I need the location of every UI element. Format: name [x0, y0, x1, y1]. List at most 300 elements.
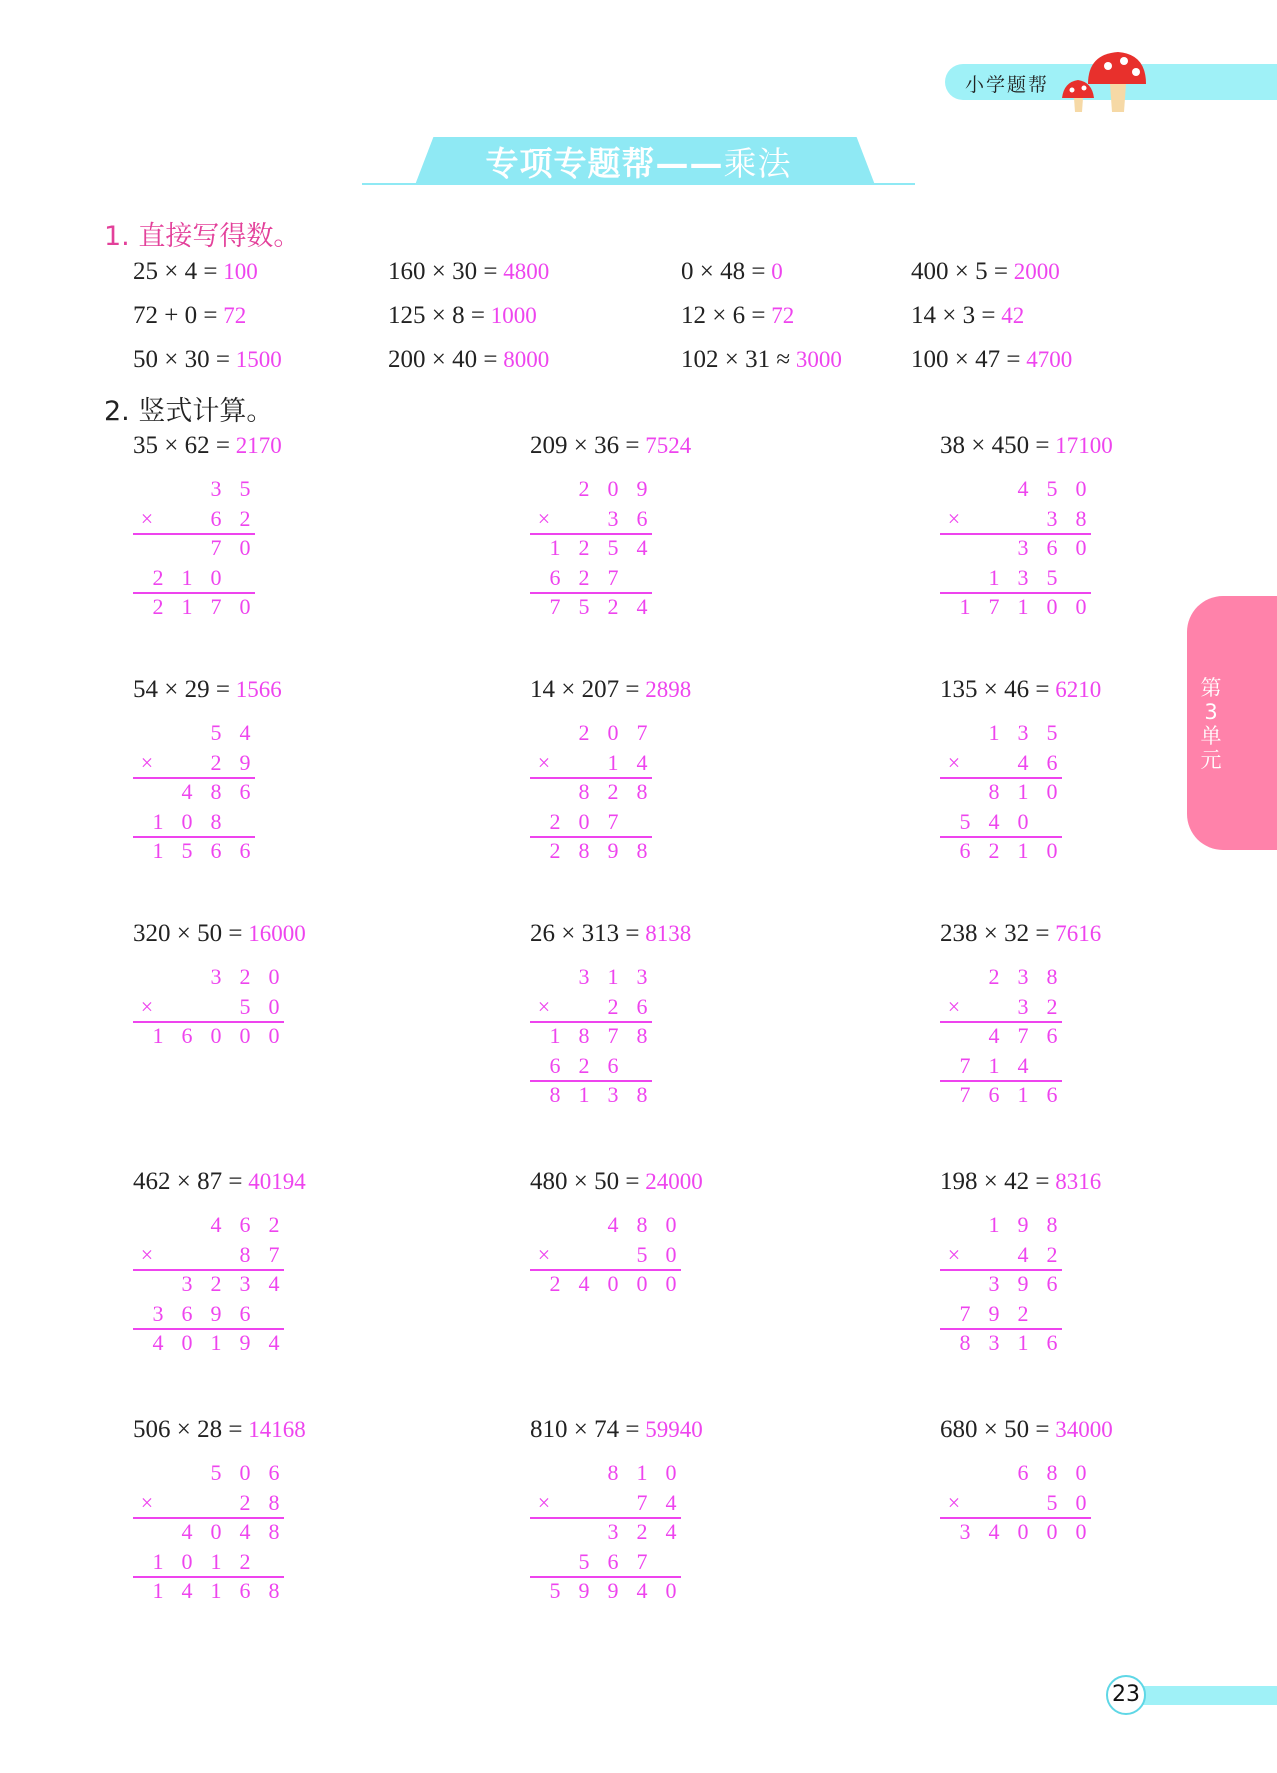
digit: 4 [239, 1519, 251, 1544]
expression-text: 50 × 30 = [133, 346, 230, 373]
times-sign: × [947, 505, 961, 531]
digit: 2 [549, 1271, 561, 1296]
answer-text: 3000 [790, 347, 842, 372]
expression-text: 810 × 74 = [530, 1416, 640, 1443]
digit: 7 [636, 1548, 648, 1574]
digit: 7 [636, 720, 648, 745]
multiplier [940, 994, 1062, 1020]
digit: 8 [578, 838, 590, 863]
digit: 9 [239, 749, 251, 775]
digit: 8 [636, 1023, 648, 1048]
digit: 7 [607, 564, 619, 590]
expression-text: 135 × 46 = [940, 676, 1050, 703]
digit: 4 [239, 720, 251, 745]
digit: 3 [1017, 993, 1029, 1019]
digit: 8 [1046, 964, 1058, 989]
final-product [530, 1578, 681, 1604]
digit: 0 [239, 594, 251, 619]
multiplicand [940, 1460, 1091, 1486]
answer-text: 16000 [242, 921, 306, 946]
digit: 0 [665, 1578, 677, 1603]
digit: 1 [1017, 1082, 1029, 1107]
partial-product [133, 535, 255, 561]
partial-product [940, 1023, 1062, 1049]
digit: 6 [607, 1548, 619, 1574]
multiplicand [530, 720, 652, 746]
times-sign: × [947, 1489, 961, 1515]
digit: 6 [210, 838, 222, 863]
digit: 6 [1046, 1082, 1058, 1107]
partial-product [940, 535, 1091, 561]
multiplier [940, 1242, 1062, 1268]
answer-text: 72 [765, 303, 795, 328]
expression-text: 506 × 28 = [133, 1416, 243, 1443]
digit: 4 [988, 1519, 1000, 1544]
answer-text: 8316 [1049, 1169, 1102, 1194]
digit: 2 [210, 749, 222, 775]
brand-label: 小学题帮 [965, 74, 1050, 96]
written-calc-equation [940, 676, 1101, 704]
digit: 5 [959, 808, 971, 834]
times-sign: × [537, 505, 551, 531]
digit: 0 [210, 1519, 222, 1544]
digit: 0 [607, 1271, 619, 1296]
digit: 2 [1017, 1300, 1029, 1326]
digit: 2 [1046, 993, 1058, 1019]
expression-text: 400 × 5 = [911, 258, 1008, 285]
digit: 3 [239, 1271, 251, 1296]
written-calc-equation [940, 1168, 1101, 1196]
digit: 5 [239, 476, 251, 501]
digit: 9 [988, 1300, 1000, 1326]
partial-product [940, 1271, 1062, 1297]
digit: 8 [268, 1519, 280, 1544]
digit: 6 [1046, 535, 1058, 560]
digit: 2 [636, 1519, 648, 1544]
digit: 1 [152, 1548, 164, 1574]
answer-text: 24000 [639, 1169, 703, 1194]
digit: 1 [636, 1460, 648, 1485]
digit: 4 [268, 1271, 280, 1296]
written-calc-equation [530, 1416, 703, 1444]
partial-product [530, 809, 652, 835]
digit: 5 [549, 1578, 561, 1603]
partial-product [133, 1519, 284, 1545]
digit: 4 [181, 1519, 193, 1544]
final-product [940, 1082, 1062, 1108]
digit: 6 [636, 993, 648, 1019]
digit: 8 [636, 1212, 648, 1237]
digit: 0 [578, 808, 590, 834]
digit: 1 [549, 1023, 561, 1048]
digit: 6 [239, 838, 251, 863]
expression-text: 72 + 0 = [133, 302, 218, 329]
written-calc-equation [133, 1168, 306, 1196]
final-product [530, 1271, 681, 1297]
times-sign: × [537, 1489, 551, 1515]
digit: 0 [1075, 1519, 1087, 1544]
digit: 1 [181, 564, 193, 590]
digit: 3 [1017, 720, 1029, 745]
final-product [940, 1519, 1091, 1545]
multiplier [133, 1490, 284, 1516]
expression-text: 25 × 4 = [133, 258, 218, 285]
final-product [940, 1330, 1062, 1356]
digit: 0 [636, 1271, 648, 1296]
multiplicand [133, 964, 284, 990]
digit: 3 [988, 1271, 1000, 1296]
digit: 0 [239, 1460, 251, 1485]
digit: 5 [1046, 564, 1058, 590]
digit: 4 [181, 779, 193, 804]
written-calc-equation [940, 1416, 1113, 1444]
digit: 0 [1075, 594, 1087, 619]
multiplier [940, 506, 1091, 532]
expression-text: 26 × 313 = [530, 920, 640, 947]
digit: 6 [988, 1082, 1000, 1107]
answer-text: 100 [217, 259, 258, 284]
digit: 4 [607, 1212, 619, 1237]
multiplier [530, 1490, 681, 1516]
digit: 2 [549, 808, 561, 834]
digit: 0 [210, 1023, 222, 1048]
digit: 1 [549, 535, 561, 560]
answer-text: 8000 [497, 347, 550, 372]
multiplicand [940, 964, 1062, 990]
digit: 1 [988, 1212, 1000, 1237]
multiplier [530, 994, 652, 1020]
digit: 1 [1017, 1330, 1029, 1355]
digit: 8 [988, 779, 1000, 804]
times-sign: × [140, 993, 154, 1019]
final-product [940, 594, 1091, 620]
digit: 9 [607, 838, 619, 863]
digit: 3 [210, 964, 222, 989]
digit: 8 [636, 779, 648, 804]
expression-text: 38 × 450 = [940, 432, 1050, 459]
digit: 1 [152, 1578, 164, 1603]
digit: 3 [636, 964, 648, 989]
digit: 3 [181, 1271, 193, 1296]
digit: 0 [607, 720, 619, 745]
mental-math-item [388, 258, 549, 286]
digit: 4 [1017, 1241, 1029, 1267]
digit: 8 [1075, 505, 1087, 531]
partial-product [133, 779, 255, 805]
digit: 4 [1017, 476, 1029, 501]
answer-text: 2000 [1007, 259, 1060, 284]
digit: 7 [636, 1489, 648, 1515]
digit: 4 [578, 1271, 590, 1296]
expression-text: 0 × 48 = [681, 258, 766, 285]
partial-product [133, 1301, 284, 1327]
answer-text: 4800 [497, 259, 550, 284]
digit: 5 [1046, 476, 1058, 501]
multiplicand [133, 720, 255, 746]
digit: 2 [578, 476, 590, 501]
digit: 5 [636, 1241, 648, 1267]
expression-text: 462 × 87 = [133, 1168, 243, 1195]
footer-band [1125, 1686, 1277, 1705]
expression-text: 102 × 31 ≈ [681, 346, 791, 373]
digit: 2 [578, 720, 590, 745]
digit: 1 [1017, 779, 1029, 804]
final-product [133, 594, 255, 620]
final-product [530, 838, 652, 864]
digit: 9 [607, 1578, 619, 1603]
multiplier [530, 506, 652, 532]
multiplier [133, 1242, 284, 1268]
digit: 6 [549, 1052, 561, 1078]
digit: 1 [210, 1578, 222, 1603]
digit: 0 [1075, 1460, 1087, 1485]
digit: 4 [181, 1578, 193, 1603]
digit: 9 [578, 1578, 590, 1603]
digit: 0 [1075, 1489, 1087, 1515]
expression-text: 54 × 29 = [133, 676, 230, 703]
answer-text: 72 [217, 303, 247, 328]
digit: 4 [152, 1330, 164, 1355]
digit: 5 [239, 993, 251, 1019]
digit: 9 [1017, 1271, 1029, 1296]
digit: 0 [1046, 1519, 1058, 1544]
digit: 0 [665, 1271, 677, 1296]
final-product [530, 594, 652, 620]
multiplier [530, 750, 652, 776]
mental-math-item [133, 258, 258, 286]
answer-text: 42 [995, 303, 1025, 328]
partial-product [530, 535, 652, 561]
answer-text: 1500 [229, 347, 282, 372]
digit: 1 [578, 1082, 590, 1107]
digit: 4 [636, 535, 648, 560]
written-calc-equation [133, 1416, 306, 1444]
partial-product [530, 779, 652, 805]
final-product [940, 838, 1062, 864]
digit: 8 [578, 1023, 590, 1048]
times-sign: × [947, 749, 961, 775]
mental-math-item [133, 302, 246, 330]
digit: 8 [268, 1489, 280, 1515]
digit: 6 [959, 838, 971, 863]
digit: 1 [607, 749, 619, 775]
digit: 3 [152, 1300, 164, 1326]
partial-product [530, 1023, 652, 1049]
partial-product [530, 1053, 652, 1079]
digit: 6 [239, 779, 251, 804]
digit: 3 [1017, 964, 1029, 989]
written-calc-equation [133, 432, 282, 460]
digit: 1 [959, 594, 971, 619]
partial-product [940, 779, 1062, 805]
mental-math-item [681, 302, 794, 330]
mental-math-item [911, 302, 1024, 330]
multiplicand [133, 1460, 284, 1486]
digit: 8 [1046, 1212, 1058, 1237]
digit: 8 [549, 1082, 561, 1107]
final-product [133, 1578, 284, 1604]
digit: 6 [607, 1052, 619, 1078]
digit: 5 [578, 594, 590, 619]
digit: 0 [268, 1023, 280, 1048]
page-number: 23 [1106, 1675, 1146, 1715]
digit: 4 [636, 594, 648, 619]
digit: 8 [959, 1330, 971, 1355]
written-calc-equation [133, 920, 306, 948]
mental-math-item [911, 346, 1072, 374]
digit: 2 [988, 964, 1000, 989]
expression-text: 200 × 40 = [388, 346, 498, 373]
page-title: 专项专题帮——乘法 [485, 144, 792, 183]
digit: 0 [1046, 838, 1058, 863]
expression-text: 320 × 50 = [133, 920, 243, 947]
digit: 2 [988, 838, 1000, 863]
digit: 0 [1075, 476, 1087, 501]
digit: 1 [181, 594, 193, 619]
digit: 2 [607, 779, 619, 804]
multiplicand [530, 964, 652, 990]
digit: 6 [1046, 1330, 1058, 1355]
digit: 2 [152, 594, 164, 619]
final-product [133, 1330, 284, 1356]
digit: 9 [636, 476, 648, 501]
multiplier [940, 750, 1062, 776]
digit: 0 [210, 564, 222, 590]
times-sign: × [140, 1241, 154, 1267]
answer-text: 34000 [1049, 1417, 1113, 1442]
answer-text: 6210 [1049, 677, 1102, 702]
written-calc-equation [940, 432, 1113, 460]
expression-text: 160 × 30 = [388, 258, 498, 285]
digit: 6 [636, 505, 648, 531]
digit: 4 [210, 1212, 222, 1237]
times-sign: × [537, 1241, 551, 1267]
partial-product [940, 565, 1091, 591]
digit: 9 [210, 1300, 222, 1326]
digit: 4 [268, 1330, 280, 1355]
digit: 2 [152, 564, 164, 590]
digit: 2 [578, 1052, 590, 1078]
digit: 1 [988, 1052, 1000, 1078]
mental-math-item [388, 302, 537, 330]
digit: 4 [1017, 749, 1029, 775]
digit: 9 [1017, 1212, 1029, 1237]
digit: 7 [959, 1082, 971, 1107]
digit: 7 [988, 594, 1000, 619]
digit: 6 [1046, 1271, 1058, 1296]
digit: 0 [268, 964, 280, 989]
digit: 6 [1017, 1460, 1029, 1485]
mental-math-item [681, 346, 842, 374]
digit: 4 [636, 1578, 648, 1603]
digit: 3 [210, 476, 222, 501]
digit: 7 [549, 594, 561, 619]
digit: 7 [210, 535, 222, 560]
digit: 5 [210, 720, 222, 745]
multiplier [133, 994, 284, 1020]
answer-text: 0 [765, 259, 783, 284]
digit: 1 [152, 838, 164, 863]
multiplicand [133, 1212, 284, 1238]
digit: 4 [1017, 1052, 1029, 1078]
digit: 0 [665, 1460, 677, 1485]
written-calc-equation [940, 920, 1101, 948]
digit: 3 [607, 1082, 619, 1107]
digit: 0 [239, 535, 251, 560]
digit: 2 [239, 1548, 251, 1574]
digit: 0 [607, 476, 619, 501]
digit: 7 [1017, 1023, 1029, 1048]
answer-text: 7524 [639, 433, 692, 458]
written-calc-equation [530, 432, 691, 460]
partial-product [940, 1301, 1062, 1327]
digit: 0 [1075, 535, 1087, 560]
digit: 3 [607, 505, 619, 531]
times-sign: × [140, 749, 154, 775]
multiplier [530, 1242, 681, 1268]
multiplicand [530, 1212, 681, 1238]
digit: 1 [210, 1548, 222, 1574]
expression-text: 209 × 36 = [530, 432, 640, 459]
digit: 3 [959, 1519, 971, 1544]
answer-text: 8138 [639, 921, 692, 946]
digit: 3 [988, 1330, 1000, 1355]
digit: 6 [239, 1578, 251, 1603]
digit: 4 [665, 1519, 677, 1544]
digit: 6 [549, 564, 561, 590]
digit: 6 [1046, 749, 1058, 775]
times-sign: × [140, 505, 154, 531]
digit: 8 [636, 838, 648, 863]
written-calc-equation [530, 920, 691, 948]
expression-text: 238 × 32 = [940, 920, 1050, 947]
digit: 0 [665, 1241, 677, 1267]
mental-math-item [133, 346, 282, 374]
digit: 8 [268, 1578, 280, 1603]
multiplicand [530, 1460, 681, 1486]
answer-text: 40194 [242, 1169, 306, 1194]
answer-text: 1566 [229, 677, 282, 702]
digit: 2 [607, 993, 619, 1019]
expression-text: 14 × 207 = [530, 676, 640, 703]
expression-text: 198 × 42 = [940, 1168, 1050, 1195]
digit: 0 [1046, 779, 1058, 804]
answer-text: 2170 [229, 433, 282, 458]
digit: 2 [268, 1212, 280, 1237]
digit: 6 [1046, 1023, 1058, 1048]
partial-product [940, 1053, 1062, 1079]
mental-math-item [681, 258, 783, 286]
digit: 5 [1046, 1489, 1058, 1515]
digit: 8 [636, 1082, 648, 1107]
expression-text: 125 × 8 = [388, 302, 485, 329]
partial-product [133, 565, 255, 591]
answer-text: 1000 [484, 303, 537, 328]
digit: 6 [181, 1300, 193, 1326]
answer-text: 14168 [242, 1417, 306, 1442]
multiplier [133, 506, 255, 532]
digit: 4 [636, 749, 648, 775]
digit: 2 [578, 564, 590, 590]
digit: 0 [665, 1212, 677, 1237]
multiplicand [940, 1212, 1062, 1238]
digit: 9 [239, 1330, 251, 1355]
digit: 6 [268, 1460, 280, 1485]
partial-product [530, 1549, 681, 1575]
digit: 0 [239, 1023, 251, 1048]
section1-heading: 1. 直接写得数。 [104, 221, 301, 252]
digit: 3 [1017, 564, 1029, 590]
